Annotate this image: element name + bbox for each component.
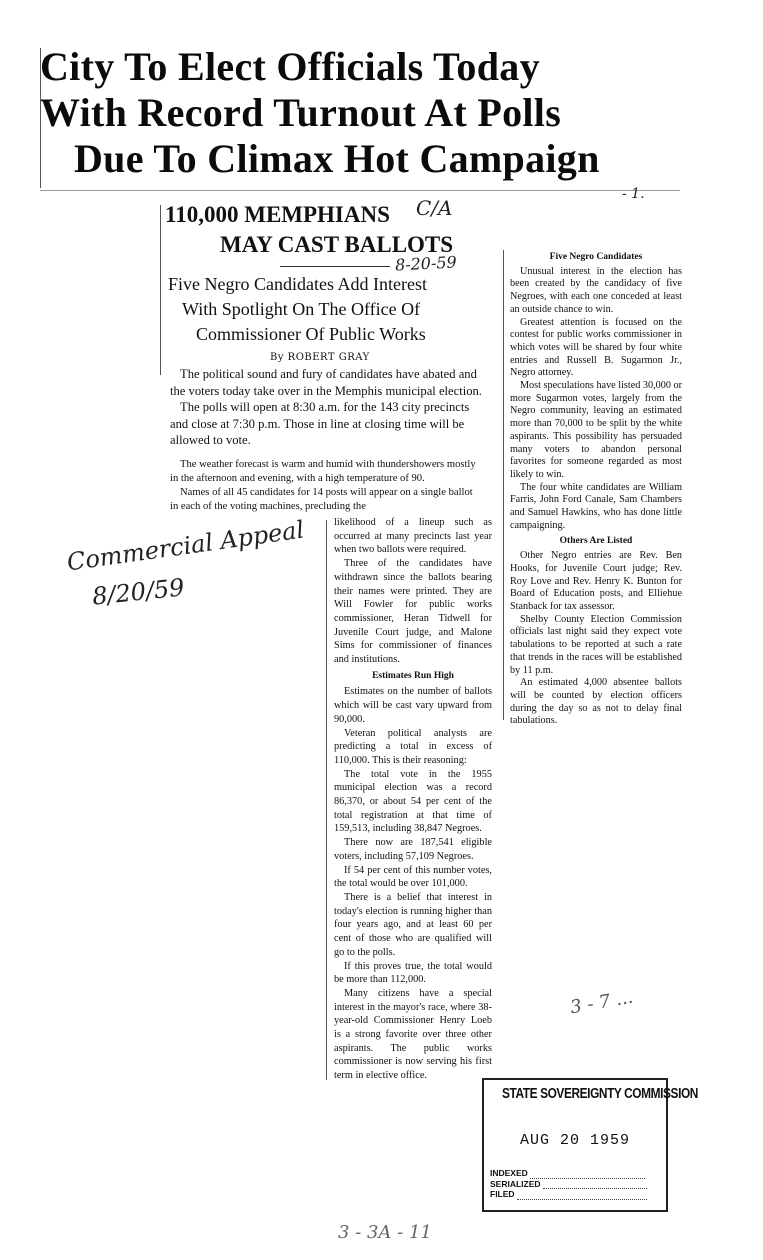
headline-line-3: Due To Climax Hot Campaign — [74, 136, 600, 181]
handwritten-side-note: 3 - 7 ... — [568, 986, 635, 1019]
handwritten-source-date: 8/20/59 — [90, 573, 186, 611]
paragraph: The total vote in the 1955 municipal election was a record 86,370, or about 54 per cent of the total registration at that time of 159,513, including 38,847 Negroes. — [334, 768, 492, 835]
paragraph: There is a belief that interest in today's election is running higher than four years ago, and at least 60 per cent of those who are qualified will go to the polls. — [334, 891, 492, 958]
paragraph: likelihood of a lineup such as occurred at many precincts last year when two ballots were required. — [334, 517, 492, 556]
paragraph: An estimated 4,000 absentee ballots will be counted by election officers during the day so as not to delay final tabulations. — [510, 677, 682, 727]
paragraph: Other Negro entries are Rev. Ben Hooks, for Juvenile Court judge; Rev. Roy Love and Rev. Henry K. Bunton for Board of Education posts, and Elliehue Stanback for tax assessor. — [510, 550, 682, 612]
handwritten-clip-date: 8-20-59 — [394, 252, 458, 275]
paragraph: The polls will open at 8:30 a.m. for the 143 city precincts and close at 7:30 p.m. Those in line at closing time will be allowed to vote. — [170, 400, 470, 447]
stamp-field — [490, 1179, 647, 1190]
paragraph: Estimates on the number of ballots which will be cast vary upward from 90,000. — [334, 686, 492, 725]
handwritten-bottom-note: 3 - 3A - 11 — [338, 1222, 432, 1243]
article-column-3 — [510, 248, 682, 728]
subhead-line-1: Five Negro Candidates Add Interest — [168, 274, 427, 294]
paragraph: The political sound and fury of candidates have abated and the voters today take over in the Memphis municipal election. — [170, 367, 482, 398]
section-heading: Estimates Run High — [372, 670, 454, 681]
column-3-rule — [503, 250, 504, 720]
paragraph: The four white candidates are William Farris, John Ford Canale, Sam Chambers and Samuel Hawkins, who has done little campaigning. — [510, 481, 682, 531]
headline-left-rule — [40, 48, 41, 188]
subhead-ballots — [165, 200, 453, 260]
article-column-1 — [170, 366, 482, 449]
handwritten-source: Commercial Appeal — [65, 515, 306, 577]
subhead-ballots-line-2: MAY CAST BALLOTS — [220, 232, 454, 257]
paragraph: Names of all 45 candidates for 14 posts will appear on a single ballot in each of the voting machines, precluding the — [170, 487, 473, 512]
section-heading: Others Are Listed — [559, 536, 633, 547]
paragraph: The weather forecast is warm and humid with thundershowers mostly in the afternoon and evening, with a high temperature of 90. — [170, 459, 476, 484]
paragraph: Three of the candidates have withdrawn since the ballots bearing their names were printed. They are Will Fowler for public works commissioner, Heran Tidwell for Juvenile Court judge, and Malone Sims for commissioner of finances and institutions. — [334, 558, 492, 666]
subhead-negro-candidates — [168, 272, 498, 347]
section-heading: Five Negro Candidates — [549, 252, 643, 262]
subhead-line-3: Commissioner Of Public Works — [196, 324, 426, 344]
headline — [40, 44, 680, 182]
stamp-title: STATE SOVEREIGNTY COMMISSION — [502, 1086, 698, 1102]
paragraph: Shelby County Election Commission officials last night said they expect vote tabulations to be reported at such a rate that trends in the races will be established by 11 p.m. — [510, 613, 682, 676]
stamp-field-line — [517, 1199, 647, 1200]
paragraph: Many citizens have a special interest in the mayor's race, where 38-year-old Commissioner Henry Loeb is a strong favorite over three other aspirants. The public works commissioner is now serving his first term in elective office. — [334, 987, 492, 1082]
stamp-date: AUG 20 1959 — [519, 1132, 631, 1149]
headline-rule — [40, 190, 680, 191]
headline-line-1: City To Elect Officials Today — [40, 44, 540, 89]
paragraph: There now are 187,541 eligible voters, including 57,109 Negroes. — [334, 837, 492, 862]
commission-stamp — [482, 1078, 698, 1212]
stamp-field — [490, 1168, 647, 1179]
column-2-rule — [326, 520, 327, 1080]
stamp-field-label: INDEXED — [490, 1168, 528, 1178]
handwritten-clip-note: C/A — [416, 196, 453, 220]
stamp-field-label: SERIALIZED — [490, 1178, 541, 1189]
subhead-line-2: With Spotlight On The Office Of — [182, 299, 421, 319]
article-column-2 — [334, 516, 492, 1083]
subhead-rule — [280, 266, 390, 267]
headline-line-2: With Record Turnout At Polls — [40, 90, 562, 135]
paragraph: Most speculations have listed 30,000 or more Sugarmon votes, largely from the Negro community, leaving an estimated more than 70,000 to be split by the white aspirants. This possibility has persuaded many voters to abandon personal favorites for someone regarded as most likely to win. — [510, 380, 682, 480]
paragraph: If 54 per cent of this number votes, the total would be over 101,000. — [334, 864, 492, 890]
column-left-rule — [160, 205, 161, 375]
stamp-fields — [490, 1168, 647, 1200]
paragraph: If this proves true, the total would be more than 112,000. — [334, 960, 492, 986]
paragraph: Greatest attention is focused on the contest for public works commissioner in which votes will be shared by four white entries and Russell B. Sugarmon Jr., Negro attorney. — [510, 316, 682, 379]
stamp-field — [490, 1189, 647, 1200]
paragraph: Veteran political analysts are predicting a total in excess of 110,000. This is their reasoning: — [334, 727, 492, 766]
stamp-field-label: FILED — [490, 1189, 515, 1199]
byline: By ROBERT GRAY — [270, 352, 370, 363]
article-column-1b — [170, 458, 482, 514]
paragraph: Unusual interest in the election has been created by the candidacy of five Negroes, with each one conceded at least an outside chance to win. — [510, 265, 682, 315]
handwritten-margin-mark: - 1. — [622, 186, 645, 202]
subhead-ballots-line-1: 110,000 MEMPHIANS — [165, 202, 390, 227]
